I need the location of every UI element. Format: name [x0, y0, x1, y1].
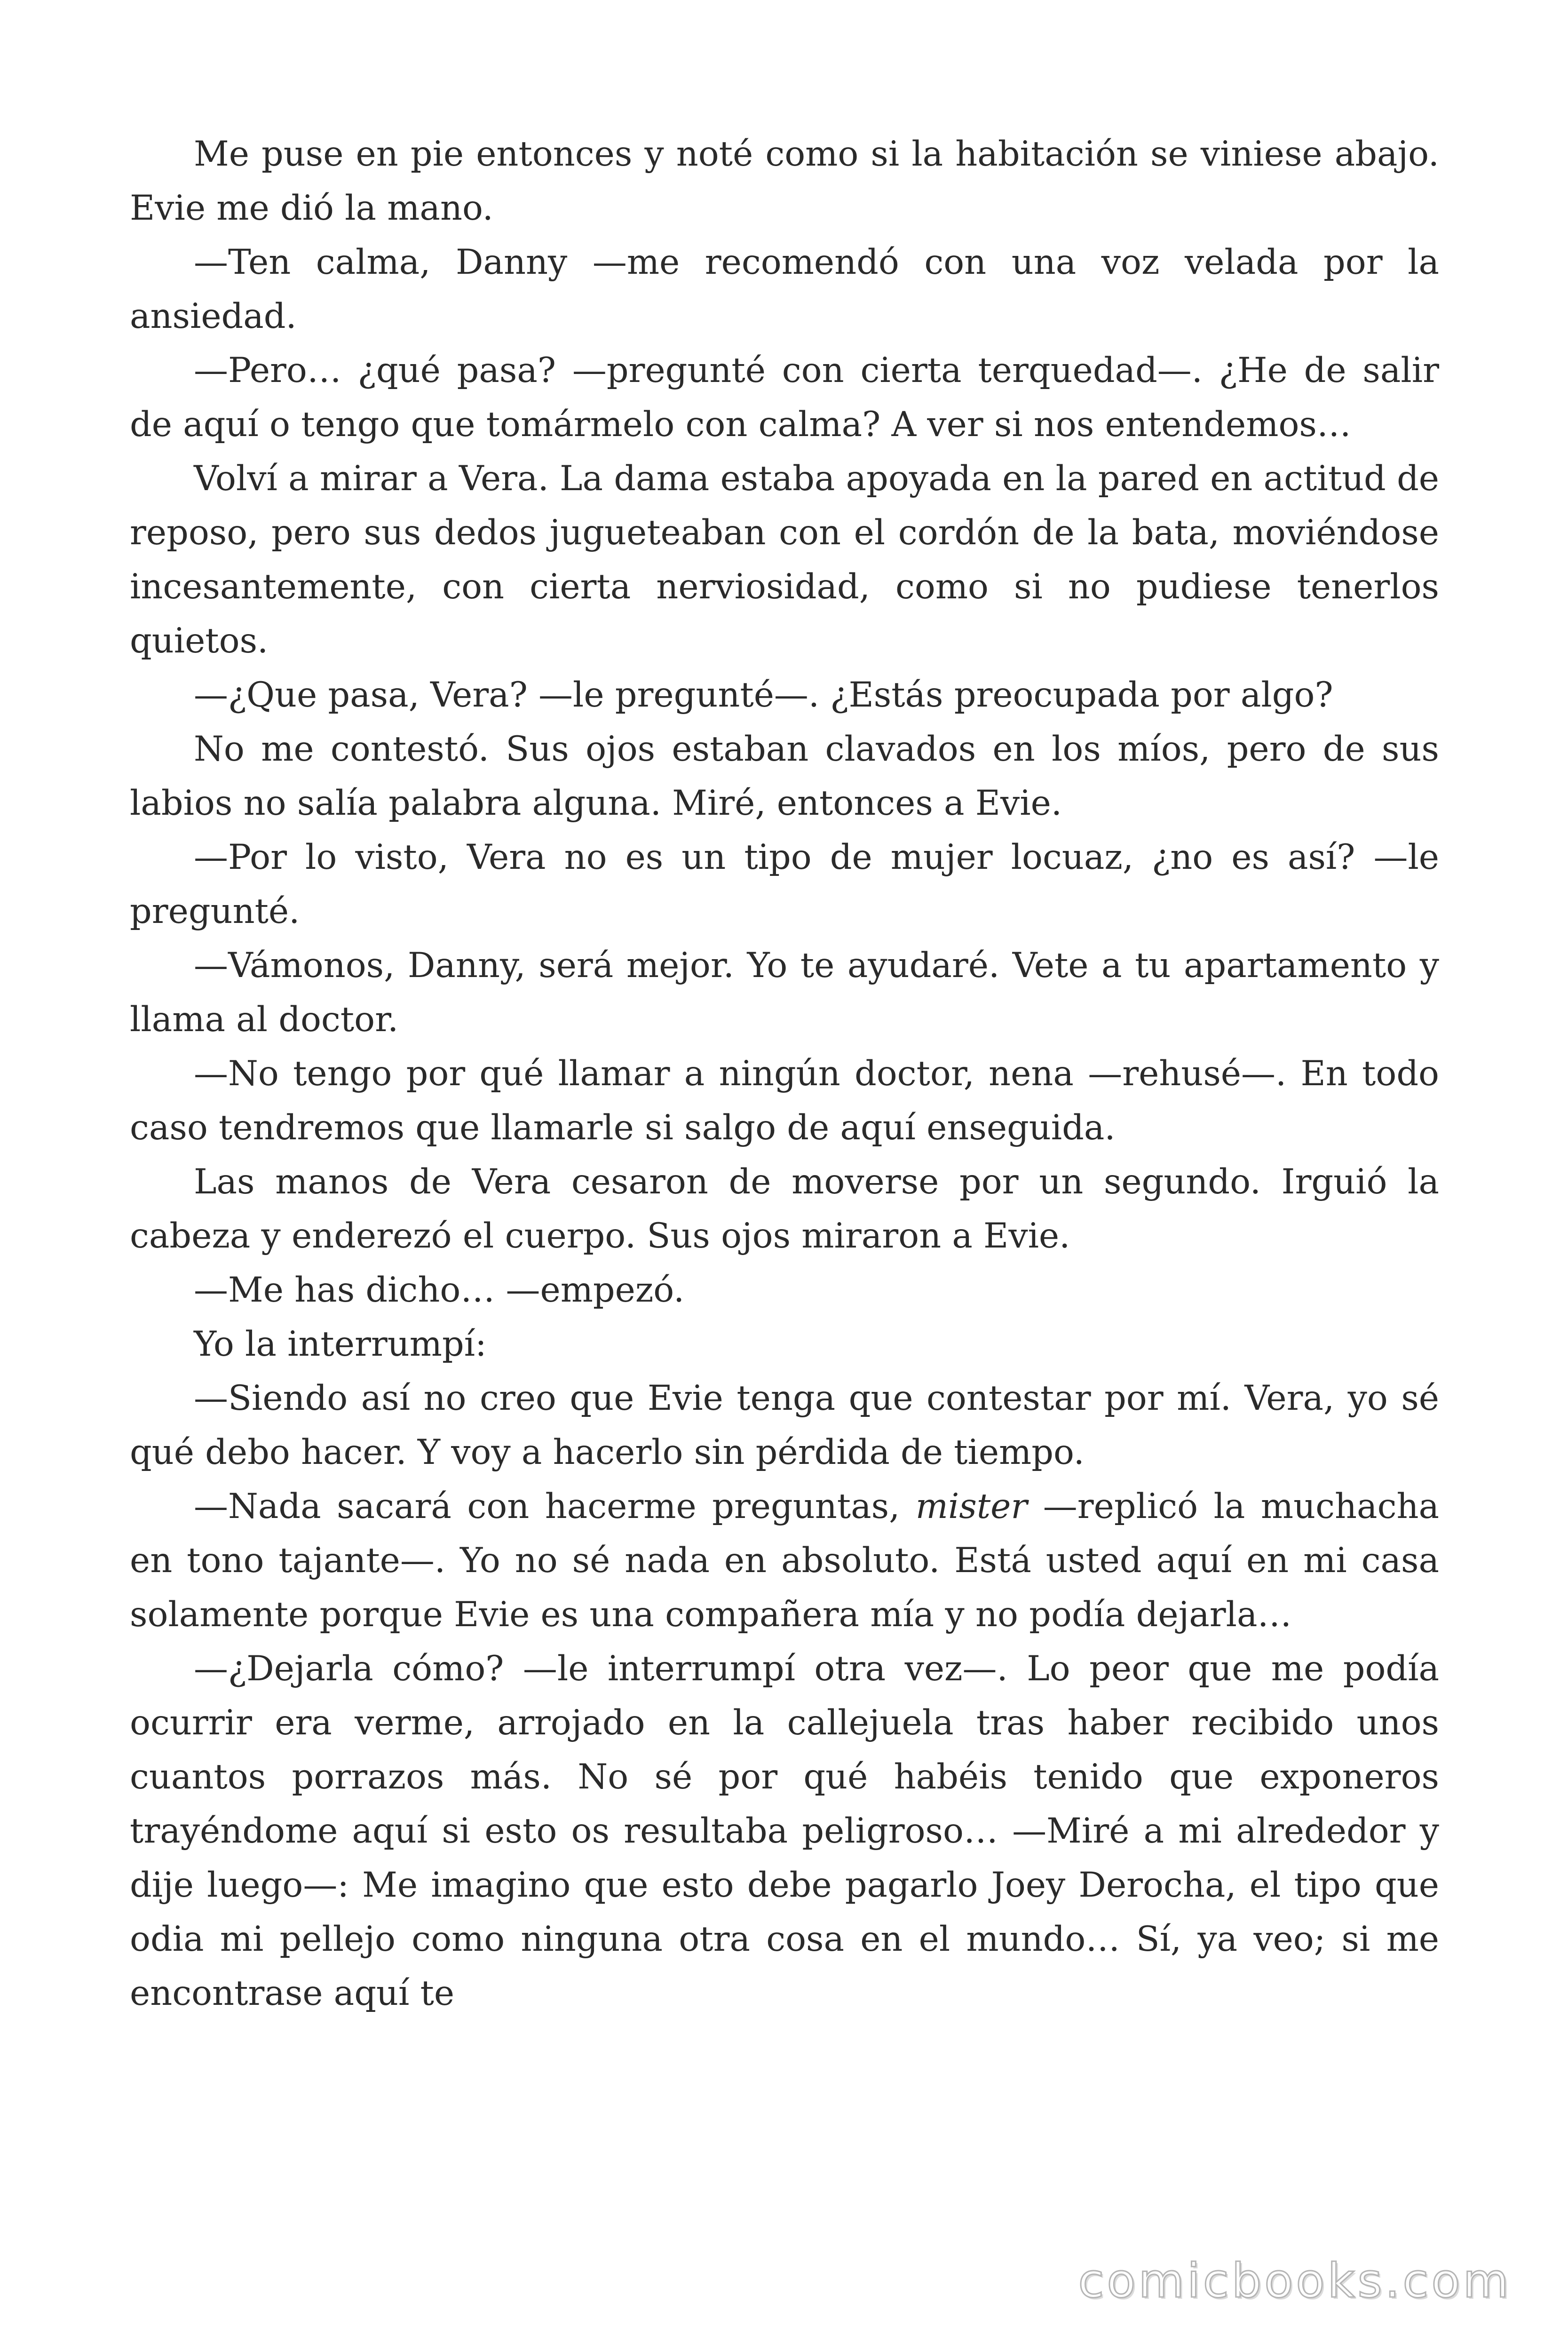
paragraph-text: —Nada sacará con hacerme preguntas,: [194, 1486, 916, 1526]
paragraph: [130, 1479, 1439, 1642]
paragraph: [130, 235, 1439, 343]
paragraph-text: Volví a mirar a Vera. La dama estaba apoyada en la pared en actitud de reposo, pero sus dedos jugueteaban con el cordón de la bata, moviéndose incesantemente, con cierta nerviosidad, como si no pudiese tenerlos quietos.: [130, 459, 1439, 661]
paragraph: [130, 1642, 1439, 2020]
paragraph-text: —Vámonos, Danny, será mejor. Yo te ayudaré. Vete a tu apartamento y llama al doctor.: [130, 946, 1439, 1040]
paragraph-text: —Pero… ¿qué pasa? —pregunté con cierta terquedad—. ¿He de salir de aquí o tengo que tomármelo con calma? A ver si nos entendemos…: [130, 350, 1439, 445]
paragraph-text: —No tengo por qué llamar a ningún doctor, nena —rehusé—. En todo caso tendremos que llamarle si salgo de aquí enseguida.: [130, 1054, 1439, 1148]
paragraph: [130, 668, 1439, 722]
paragraph-text: —Por lo visto, Vera no es un tipo de mujer locuaz, ¿no es así? —le pregunté.: [130, 837, 1439, 931]
paragraph: [130, 1047, 1439, 1155]
paragraph: [130, 343, 1439, 452]
paragraph: [130, 1263, 1439, 1317]
italic-word: mister: [915, 1486, 1028, 1526]
paragraph: [130, 722, 1439, 830]
paragraph-text: —Me has dicho… —empezó.: [194, 1270, 685, 1310]
paragraph-text: —¿Dejarla cómo? —le interrumpí otra vez—. Lo peor que me podía ocurrir era verme, arrojado en la callejuela tras haber recibido unos cuantos porrazos más. No sé por qué habéis tenido que exponeros trayéndome aquí si esto os resultaba peligroso… —Miré a mi alrededor y dije luego—: Me imagino que esto debe pagarlo Joey Derocha, el tipo que odia mi pellejo como ninguna otra cosa en el mundo… Sí, ya veo; si me encontrase aquí te: [130, 1649, 1439, 2013]
paragraph-text: Me puse en pie entonces y noté como si la habitación se viniese abajo. Evie me dió la mano.: [130, 134, 1439, 228]
paragraph: [130, 127, 1439, 235]
paragraph: [130, 830, 1439, 938]
paragraph-text: —replicó la muchacha en tono tajante—. Yo no sé nada en absoluto. Está usted aquí en mi casa solamente porque Evie es una compañera mía y no podía dejarla…: [130, 1486, 1439, 1635]
watermark-logo: comicbooks.com: [1078, 2253, 1512, 2308]
paragraph: [130, 1317, 1439, 1371]
paragraph-text: Las manos de Vera cesaron de moverse por un segundo. Irguió la cabeza y enderezó el cuerpo. Sus ojos miraron a Evie.: [130, 1162, 1439, 1256]
paragraph-text: —Ten calma, Danny —me recomendó con una voz velada por la ansiedad.: [130, 242, 1439, 336]
paragraph-text: —Siendo así no creo que Evie tenga que contestar por mí. Vera, yo sé qué debo hacer. Y voy a hacerlo sin pérdida de tiempo.: [130, 1378, 1439, 1472]
paragraph-text: No me contestó. Sus ojos estaban clavados en los míos, pero de sus labios no salía palabra alguna. Miré, entonces a Evie.: [130, 729, 1439, 823]
paragraph-text: —¿Que pasa, Vera? —le pregunté—. ¿Estás preocupada por algo?: [194, 675, 1333, 715]
paragraph: [130, 938, 1439, 1047]
paragraph: [130, 1155, 1439, 1263]
book-page-text: [130, 127, 1439, 2020]
paragraph: [130, 1371, 1439, 1479]
paragraph: [130, 452, 1439, 668]
paragraph-text: Yo la interrumpí:: [194, 1324, 487, 1364]
